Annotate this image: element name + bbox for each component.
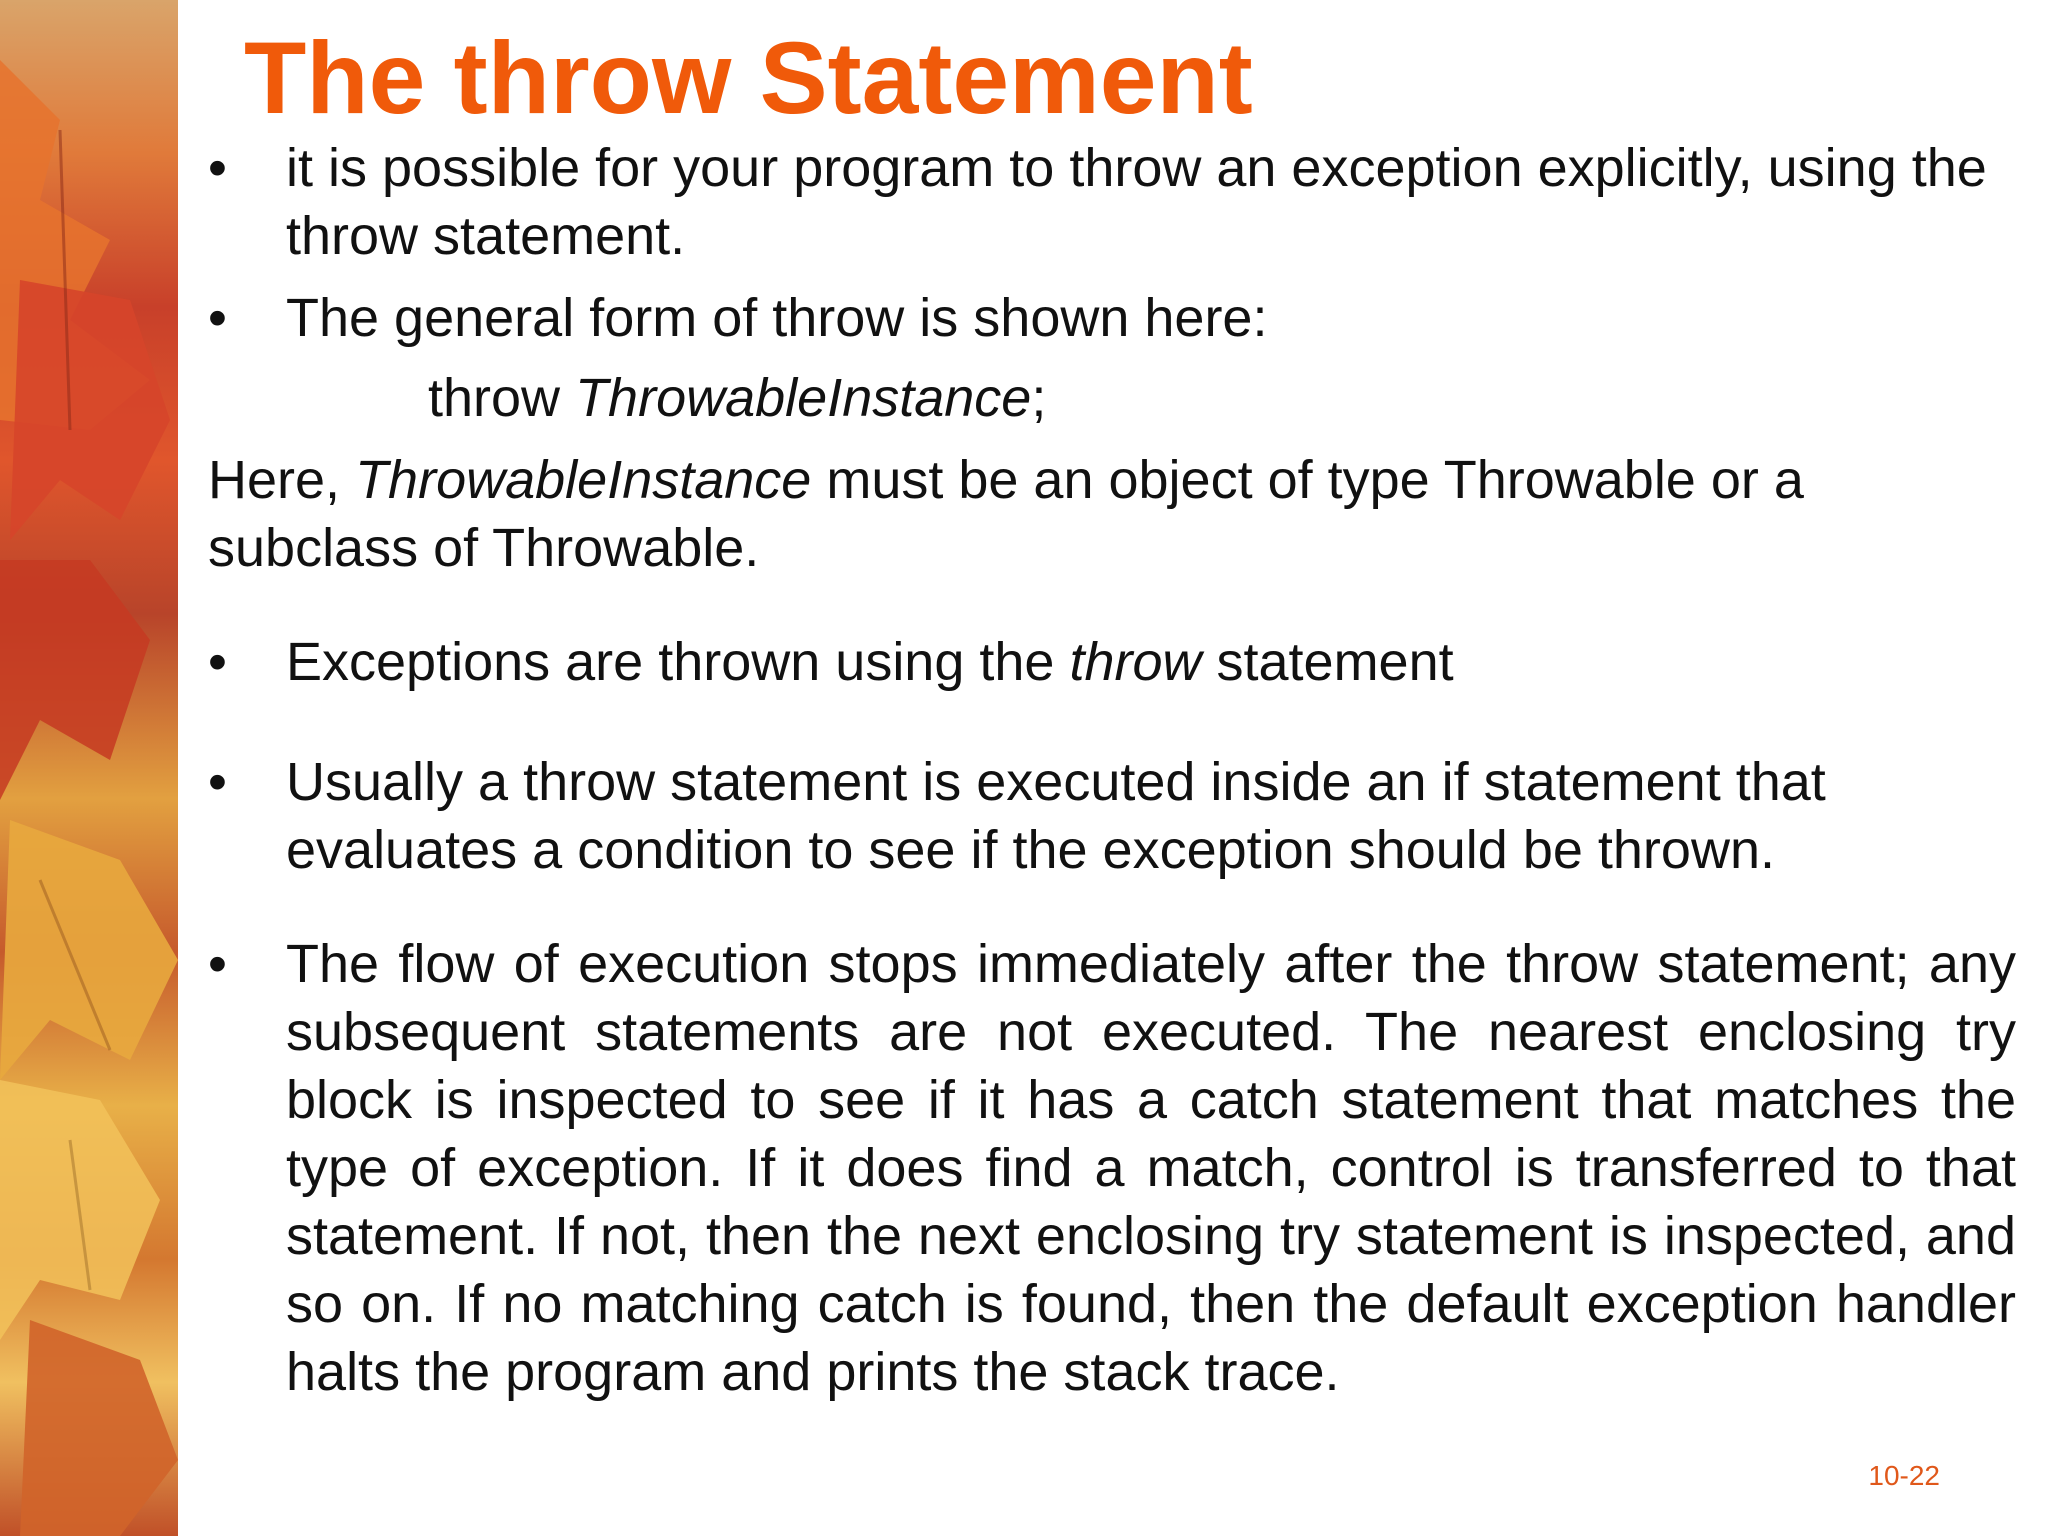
bullet-marker: • [208, 288, 227, 348]
bullet-text: The flow of execution stops immediately after the throw statement; any subsequent statements are not executed. The nearest enclosing try block is inspected to see if it has a catch statement that matches the type of exception. If it does find a match, control is transferred to that statement. If not, then the next enclosing try statement is inspected, and so on. If no matching catch is found, then the default exception handler halts the program and prints the stack trace. [286, 934, 2016, 1402]
bullet3-emph: throw [1069, 632, 1202, 692]
terminator: ; [1031, 368, 1047, 428]
throw-keyword: throw [428, 368, 576, 428]
bullet-text [286, 628, 2016, 696]
slide-title: The throw Statement [244, 21, 1253, 135]
bullet3-prefix: Exceptions are thrown using the [286, 632, 1070, 692]
bullet-text: The general form of throw is shown here: [286, 288, 1268, 348]
bullet-item-3 [208, 628, 2008, 698]
bullet-item-5 [208, 930, 2016, 1410]
bullet-marker: • [208, 934, 227, 994]
bullet-item-2 [208, 284, 2008, 354]
throwable-instance: ThrowableInstance [575, 368, 1032, 428]
bullet3-suffix: statement [1201, 632, 1454, 692]
page-number: 10-22 [1868, 1460, 1940, 1491]
autumn-leaves-decoration [0, 0, 178, 1536]
bullet-item-4 [208, 748, 2008, 888]
bullet-text: Usually a throw statement is executed inside an if statement that evaluates a condition to see if the exception should be thrown. [286, 752, 1826, 880]
explanation-paragraph [208, 446, 2008, 582]
syntax-example [428, 364, 1046, 432]
bullet-marker: • [208, 138, 227, 198]
bullet-text: it is possible for your program to throw an exception explicitly, using the throw statement. [286, 138, 1987, 266]
bullet-marker: • [208, 752, 227, 812]
para-prefix: Here, [208, 450, 356, 510]
para-suffix: must be an object of type Throwable or a subclass of Throwable. [208, 450, 1804, 578]
bullet-item-1 [208, 134, 2008, 274]
bullet-marker: • [208, 632, 227, 692]
para-instance: ThrowableInstance [355, 450, 812, 510]
